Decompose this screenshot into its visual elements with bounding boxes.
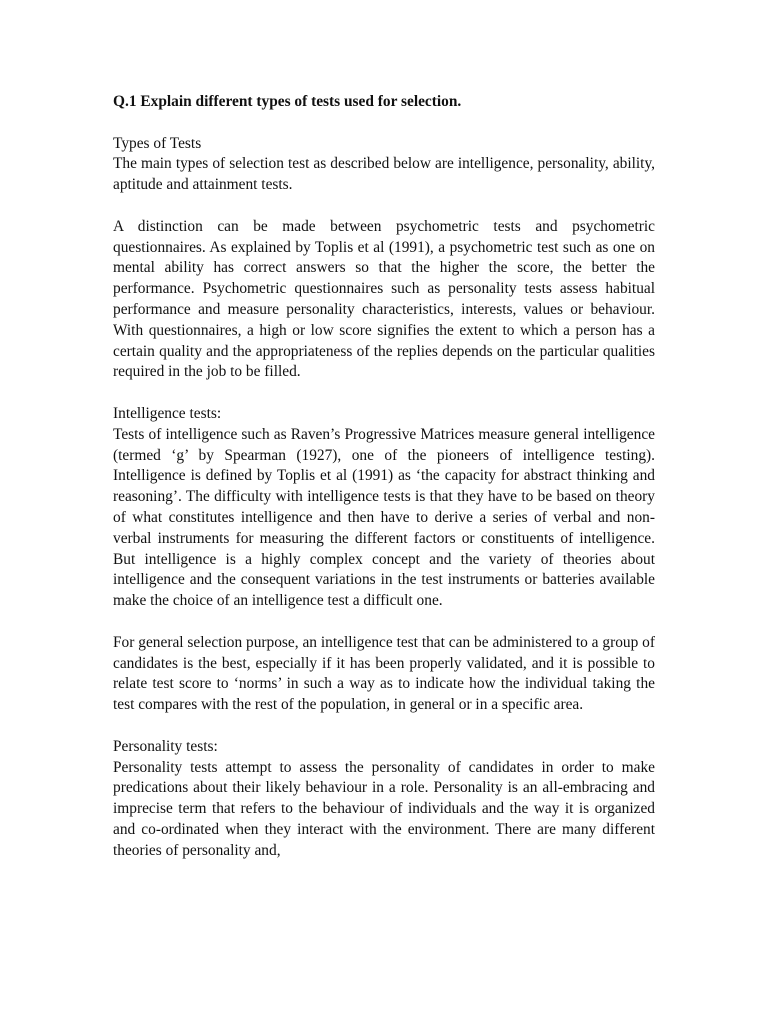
- paragraph-psychometric-distinction: A distinction can be made between psychometric tests and psychometric questionnaires. As explained by Toplis et al (1991), a psychometric test such as one on mental ability has correct answers so that the higher the score, the better the performance. Psychometric questionnaires such as personality tests assess habitual performance and measure personality characteristics, interests, values or behaviour. With questionnaires, a high or low score signifies the extent to which a person has a certain quality and the appropriateness of the replies depends on the particular qualities required in the job to be filled.: [113, 217, 655, 381]
- paragraph-general-selection: For general selection purpose, an intelligence test that can be administered to a group of candidates is the best, especially if it has been properly validated, and it is possible to relate test score to ‘norms’ in such a way as to indicate how the individual taking the test compares with the rest of the population, in general or in a specific area.: [113, 633, 655, 714]
- question-title: Q.1 Explain different types of tests used for selection.: [113, 93, 462, 110]
- document-page: [113, 92, 655, 861]
- section-heading-personality-tests: Personality tests:: [113, 737, 218, 755]
- paragraph-types-intro: The main types of selection test as described below are intelligence, personality, ability, aptitude and attainment tests.: [113, 155, 655, 194]
- section-heading-intelligence-tests: Intelligence tests:: [113, 404, 222, 422]
- paragraph-personality-tests: Personality tests attempt to assess the personality of candidates in order to make predications about their likely behaviour in a role. Personality is an all-embracing and imprecise term that refers to the behaviour of individuals and the way it is organized and co-ordinated when they interact with the environment. There are many different theories of personality and,: [113, 758, 655, 859]
- paragraph-intelligence-definition: Tests of intelligence such as Raven’s Progressive Matrices measure general intelligence (termed ‘g’ by Spearman (1927), one of the pioneers of intelligence testing). Intelligence is defined by Toplis et al (1991) as ‘the capacity for abstract thinking and reasoning’. The difficulty with intelligence tests is that they have to be based on theory of what constitutes intelligence and then have to derive a series of verbal and non-verbal instruments for measuring the different factors or constituents of intelligence. But intelligence is a highly complex concept and the variety of theories about intelligence and the consequent variations in the test instruments or batteries available make the choice of an intelligence test a difficult one.: [113, 425, 655, 610]
- section-heading-types-of-tests: Types of Tests: [113, 134, 202, 152]
